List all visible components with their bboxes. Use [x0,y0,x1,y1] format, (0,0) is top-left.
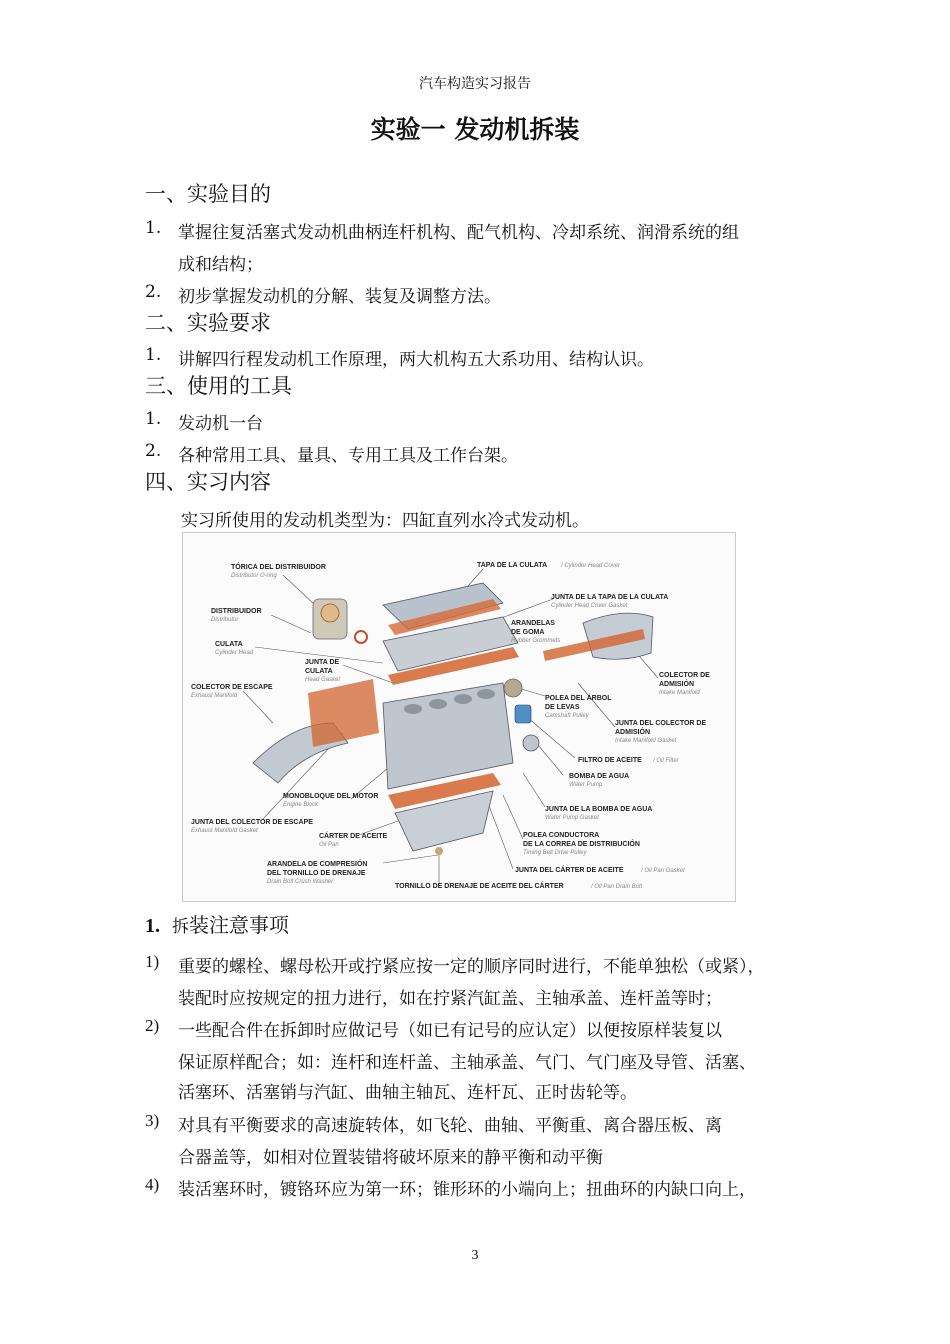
label-camshaft-pulley-en: Camshaft Pulley [545,713,589,719]
note-text: 重要的螺栓、螺母松开或拧紧应按一定的顺序同时进行，不能单独松（或紧）， [178,957,765,977]
label-oil-pan-gasket-en: / Oil Pan Gasket [641,868,685,874]
label-head-gasket-en: Head Gasket [305,677,341,683]
label-water-pump: BOMBA DE AGUA [569,773,630,780]
label-engine-block-en: Engine Block [283,802,319,808]
label-timing-pulley-en: Timing Belt Drive Pulley [523,850,587,856]
label-crush-washer-en: Drain Bolt Crush Washer [267,879,334,885]
list-item-text: 掌握往复活塞式发动机曲柄连杆机构、配气机构、冷却系统、润滑系统的组 [178,223,739,243]
list-number: 1. [145,409,162,429]
label-head-cover-gasket: JUNTA DE LA TAPA DE LA CULATA [551,594,669,601]
label-timing-pulley: POLEA CONDUCTORA [523,832,600,839]
label-camshaft-pulley: POLEA DEL ÁRBOL [545,695,612,702]
drain-bolt-part [435,847,443,855]
label-engine-block: MONOBLOQUE DEL MOTOR [283,793,379,800]
list-item-text: 讲解四行程发动机工作原理，两大机构五大系功用、结构认识。 [178,350,654,370]
label-oil-filter: FILTRO DE ACEITE [578,757,642,764]
list-number: 1. [145,345,162,365]
note-text: 装配时应按规定的扭力进行，如在拧紧汽缸盖、主轴承盖、连杆盖等时； [178,989,722,1009]
notes-heading-text: 装注意事项 [189,913,289,937]
exhaust-manifold-part [253,679,379,783]
label-cylinder-head-en: Cylinder Head [215,650,254,656]
label-oil-filter-en: / Oil Filter [653,758,679,764]
list-item-text: 成和结构； [178,255,263,275]
label-oil-pan: CÁRTER DE ACEITE [319,833,388,840]
list-item-text: 发动机一台 [178,414,263,434]
label-intake-manifold-en: Intake Manifold [659,690,700,696]
section-heading-requirements: 二、实验要求 [145,311,271,335]
page-header: 汽车构造实习报告 [419,76,531,92]
notes-heading-first-char: 拆 [172,917,189,937]
label-distributor: DISTRIBUIDOR [211,608,262,615]
label-exhaust-manifold-en: Exhaust Manifold [191,693,238,699]
page-number: 3 [471,1248,479,1263]
label-crush-washer-2: DEL TORNILLO DE DRENAJE [267,870,366,877]
note-text: 保证原样配合；如：连杆和连杆盖、主轴承盖、气门、气门座及导管、活塞、 [178,1053,756,1073]
note-text: 一些配合件在拆卸时应做记号（如已有记号的应认定）以便按原样装复以 [178,1021,722,1041]
label-oil-pan-gasket: JUNTA DEL CÁRTER DE ACEITE [515,867,624,874]
label-camshaft-pulley-2: DE LEVAS [545,704,580,711]
label-timing-pulley-2: DE LA CORREA DE DISTRIBUCIÓN [523,841,640,848]
label-distributor-oring: TÓRICA DEL DISTRIBUIDOR [231,564,326,571]
label-head-cover: TAPA DE LA CULATA [477,562,548,569]
oil-filter-part [515,705,531,723]
label-intake-manifold-gasket-en: Intake Manifold Gasket [615,738,677,744]
label-drain-bolt-en: / Oil Pan Drain Bolt [591,884,643,890]
note-number: 4) [145,1175,160,1194]
label-distributor-en: Distributor [211,617,239,623]
label-drain-bolt: TORNILLO DE DRENAJE DE ACEITE DEL CÁRTER [395,883,564,890]
label-rubber-grommets: ARANDELAS [511,620,555,627]
label-head-gasket-2: CULATA [305,668,333,675]
label-water-pump-gasket: JUNTA DE LA BOMBA DE AGUA [545,806,653,813]
label-head-cover-gasket-en: Cylinder Head Cover Gasket [551,603,628,609]
note-number: 2) [145,1016,160,1035]
note-number: 1) [145,952,160,971]
label-rubber-grommets-en: Rubber Grommets [511,638,561,644]
label-intake-manifold-gasket-2: ADMISIÓN [615,729,650,736]
label-head-cover-en: / Cylinder Head Cover [561,563,621,569]
camshaft-pulley-part [504,679,522,697]
label-exhaust-manifold: COLECTOR DE ESCAPE [191,684,273,691]
notes-heading [145,909,289,938]
list-number: 2. [145,282,162,302]
section-heading-purpose: 一、实验目的 [145,182,271,206]
section-heading-tools: 三、使用的工具 [145,374,292,398]
label-oil-pan-en: Oil Pan [319,842,339,848]
engine-block-part [383,683,513,789]
note-text: 合器盖等，如相对位置装错将破坏原来的静平衡和动平衡 [178,1148,603,1168]
page-title: 实验一 发动机拆装 [370,115,580,144]
list-item-text: 初步掌握发动机的分解、装复及调整方法。 [178,287,501,307]
label-exhaust-manifold-gasket-en: Exhaust Manifold Gasket [191,828,258,834]
list-item-text: 各种常用工具、量具、专用工具及工作台架。 [178,446,518,466]
label-intake-manifold-2: ADMISIÓN [659,681,694,688]
label-crush-washer: ARANDELA DE COMPRESIÓN [267,861,368,868]
note-text: 装活塞环时，镀铬环应为第一环；锥形环的小端向上；扭曲环的内缺口向上， [178,1180,756,1200]
label-cylinder-head: CULATA [215,641,243,648]
note-number: 3) [145,1111,160,1130]
label-head-gasket: JUNTA DE [305,659,340,666]
label-rubber-grommets-2: DE GOMA [511,629,545,636]
label-intake-manifold: COLECTOR DE [659,672,710,679]
label-exhaust-manifold-gasket: JUNTA DEL COLECTOR DE ESCAPE [191,819,313,826]
section-heading-content: 四、实习内容 [145,470,271,494]
water-pump-part [523,735,539,751]
label-intake-manifold-gasket: JUNTA DEL COLECTOR DE [615,720,707,727]
engine-type-text: 实习所使用的发动机类型为：四缸直列水冷式发动机。 [181,511,589,531]
note-text: 对具有平衡要求的高速旋转体，如飞轮、曲轴、平衡重、离合器压板、离 [178,1116,722,1136]
notes-heading-number: 1. [145,915,160,937]
list-number: 2. [145,441,162,461]
label-distributor-oring-en: Distributor O-ring [231,573,277,579]
list-number: 1. [145,218,162,238]
distributor-part [313,599,367,643]
engine-exploded-diagram [182,532,736,902]
label-water-pump-en: Water Pump [569,782,603,788]
note-text: 活塞环、活塞销与汽缸、曲轴主轴瓦、连杆瓦、正时齿轮等。 [178,1083,637,1103]
label-water-pump-gasket-en: Water Pump Gasket [545,815,599,821]
